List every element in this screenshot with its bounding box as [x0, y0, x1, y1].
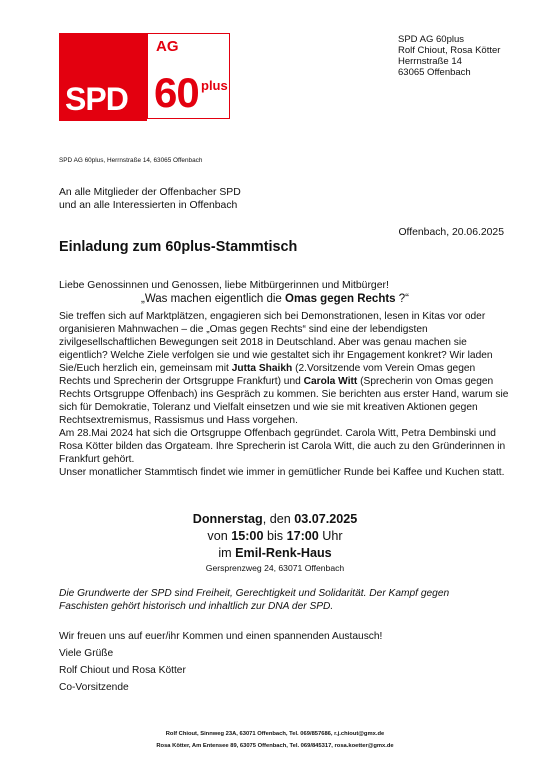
event-date: [0, 511, 550, 528]
time-prefix: von: [207, 529, 232, 543]
ag-label: AG: [156, 38, 179, 55]
spd-logo-text: SPD: [65, 81, 128, 117]
event-day: Donnerstag: [192, 512, 263, 526]
time-mid: bis: [263, 529, 287, 543]
event-date-value: 03.07.2025: [294, 512, 358, 526]
sender-line: 63065 Offenbach: [398, 67, 471, 78]
salutation: Liebe Genossinnen und Genossen, liebe Mitbürgerinnen und Mitbürger!: [59, 280, 389, 291]
closing-signatories: Rolf Chiout und Rosa Kötter: [59, 665, 186, 676]
footer: [0, 728, 550, 752]
quote-bold: Omas gegen Rechts: [285, 293, 396, 305]
quote-line: [0, 293, 550, 305]
letter-heading: Einladung zum 60plus-Stammtisch: [59, 239, 298, 255]
closing-greeting: Viele Grüße: [59, 648, 114, 659]
letter-body: [59, 310, 509, 479]
ag-number: 60: [154, 69, 199, 116]
place-name: Emil-Renk-Haus: [235, 546, 332, 560]
place-prefix: im: [218, 546, 236, 560]
time-end: 17:00: [286, 529, 319, 543]
event-address: Gersprenzweg 24, 63071 Offenbach: [205, 563, 345, 573]
letter-date: Offenbach, 20.06.2025: [398, 227, 504, 238]
recipients: [59, 186, 241, 212]
quote-prefix: „Was machen eigentlich die: [140, 293, 286, 305]
body-paragraph: Am 28.Mai 2024 hat sich die Ortsgruppe Offenbach gegründet. Carola Witt, Petra Dembinski und Rosa Kötter bilden das Orgateam. Ihre Sprecherin ist Carola Witt, die auch zu den Gründerinnen in Frankfurt gehört.: [59, 428, 506, 465]
recipient-line: und an alle Interessierten in Offenbach: [59, 200, 238, 211]
event-details: [0, 511, 550, 575]
footer-line: Rolf Chiout, Sinnweg 23A, 63071 Offenbach, Tel. 069/857686, r.j.chiout@gmx.de: [165, 731, 385, 737]
sender-line: Rolf Chiout, Rosa Kötter: [398, 45, 501, 56]
ag60plus-logo: [147, 33, 230, 119]
event-place: [0, 545, 550, 562]
closing: [59, 628, 382, 696]
return-address: SPD AG 60plus, Herrnstraße 14, 63065 Offenbach: [59, 157, 203, 164]
recipient-line: An alle Mitglieder der Offenbacher SPD: [59, 187, 241, 198]
closing-role: Co-Vorsitzende: [59, 682, 129, 693]
sender-line: Herrnstraße 14: [398, 56, 462, 67]
spd-logo: [59, 33, 147, 121]
values-statement: Die Grundwerte der SPD sind Freiheit, Gerechtigkeit und Solidarität. Der Kampf gegen Faschisten gehört historisch und inhaltlich zur DNA der SPD.: [59, 588, 450, 612]
speaker-name: Jutta Shaikh: [231, 363, 293, 374]
time-suffix: Uhr: [318, 529, 343, 543]
quote-suffix: ?“: [395, 293, 410, 305]
sender-address: [398, 34, 500, 78]
body-text: (2.Vorsitzende vom Verein Omas gegen Rechts und Sprecherin der Ortsgruppe Frankfurt) und: [59, 363, 476, 387]
body-text: Sie treffen sich auf Marktplätzen, engagieren sich bei Demonstrationen, lesen in Kitas vor oder organisieren Mahnwachen – die „Omas gegen Rechts“ sind eine der lebendigsten zivilgesellschaftlichen Bewegungen seit 2018 in Deutschland. Aber was genau machen sie eigentlich? Welche Ziele verfolgen sie und wie gestaltet sich ihr Engagement konkret? Wir laden Sie/Euch herzlich ein, gemeinsam mit: [59, 311, 493, 374]
footer-line: Rosa Kötter, Am Entensee 89, 63075 Offenbach, Tel. 069/845317, rosa.koetter@gmx.de: [156, 743, 394, 749]
speaker-name: Carola Witt: [303, 376, 358, 387]
body-text: (Sprecherin von Omas gegen Rechts Ortsgruppe Offenbach) ins Gespräch zu kommen. Sie berichten aus erster Hand, warum sie sich für Demokratie, Toleranz und Vielfalt einsetzen und wie sie mit kreativen Aktionen gegen Rechtsextremismus, Rassismus und Hass vorgehen.: [59, 376, 509, 426]
event-day-sep: , den: [262, 512, 295, 526]
body-paragraph: [59, 310, 509, 427]
closing-invite: Wir freuen uns auf euer/ihr Kommen und einen spannenden Austausch!: [59, 631, 383, 642]
body-paragraph: Unser monatlicher Stammtisch findet wie immer in gemütlicher Runde bei Kaffee und Kuchen statt.: [59, 467, 505, 478]
time-start: 15:00: [231, 529, 264, 543]
sender-line: SPD AG 60plus: [398, 34, 465, 45]
ag-plus: plus: [201, 78, 228, 93]
event-time: [0, 528, 550, 545]
